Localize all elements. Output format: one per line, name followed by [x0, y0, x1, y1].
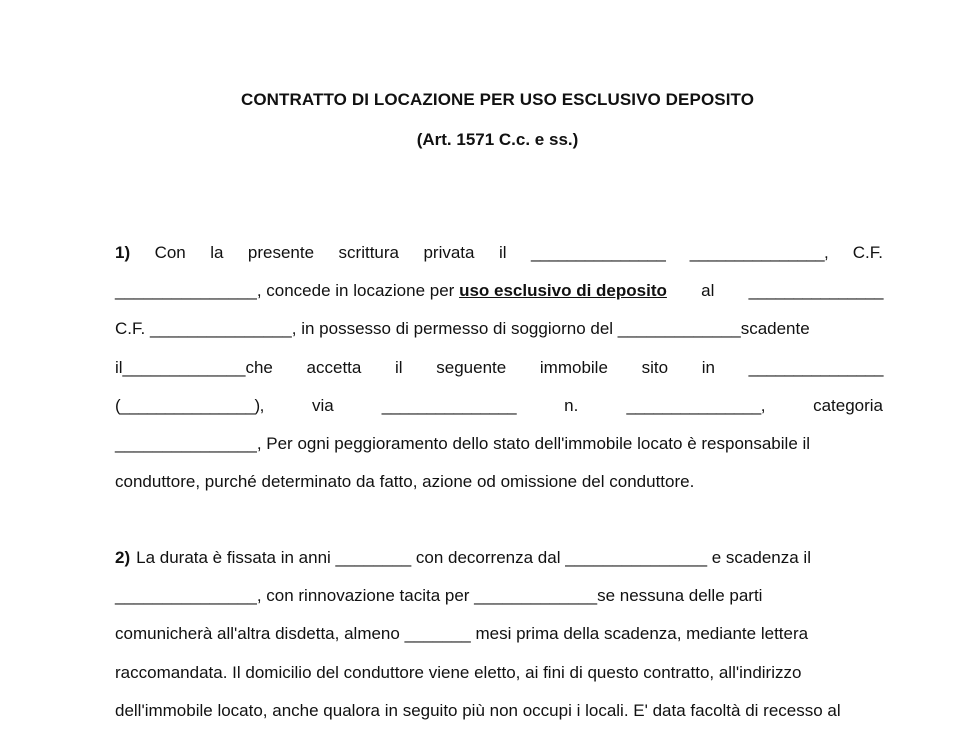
text-word: il — [498, 243, 507, 262]
clause-1-line-2 — [115, 272, 883, 310]
blank-field: _______________ — [530, 243, 666, 262]
text-line: raccomandata. Il domicilio del conduttore viene eletto, ai fini di questo contratto, all'indirizzo — [115, 662, 802, 682]
text-word: C.F. — [852, 243, 883, 262]
text-word: via — [311, 395, 334, 415]
text-word: al — [701, 281, 715, 301]
text-line: _______________, Per ogni peggioramento dello stato dell'immobile locato è responsabile il — [115, 433, 811, 453]
clause-1-line-3 — [115, 310, 883, 348]
blank-field: _______________, — [626, 395, 765, 415]
text-word: privata — [423, 243, 475, 262]
text-word: n. — [564, 395, 579, 415]
clause-number: 1) — [115, 243, 131, 262]
clause-1 — [115, 234, 883, 501]
clause-2-line-2 — [115, 577, 883, 615]
text-word: in — [701, 357, 715, 377]
clause-2-line-1 — [115, 539, 883, 577]
text-run: _______________, concede in locazione per — [115, 281, 460, 301]
blank-field: _______________, — [689, 243, 829, 262]
document-subtitle: (Art. 1571 C.c. e ss.) — [416, 130, 579, 149]
text-line: C.F. _______________, in possesso di permesso di soggiorno del _____________scadente — [115, 319, 810, 339]
clause-2-line-3 — [115, 615, 883, 653]
blank-field: _______________ — [381, 395, 517, 415]
text-word: seguente — [436, 357, 507, 377]
clause-1-line-4 — [115, 349, 883, 387]
text-word: scrittura — [338, 243, 399, 262]
text-segment — [115, 272, 667, 310]
text-word: immobile — [539, 357, 608, 377]
clause-2-line-5 — [115, 692, 883, 730]
text-line: La durata è fissata in anni ________ con decorrenza dal _______________ e scadenza il — [136, 548, 811, 567]
highlighted-term: uso esclusivo di deposito — [459, 281, 667, 301]
clause-1-line-5 — [115, 387, 883, 425]
text-word: presente — [247, 243, 315, 262]
clause-2-line-4 — [115, 654, 883, 692]
text-word: Con — [154, 243, 186, 262]
text-word: sito — [641, 357, 669, 377]
text-line: _______________, con rinnovazione tacita per _____________se nessuna delle parti — [115, 586, 763, 606]
document-title: CONTRATTO DI LOCAZIONE PER USO ESCLUSIVO DEPOSITO — [240, 90, 755, 109]
text-word: categoria — [813, 395, 883, 415]
clause-number: 2) — [115, 548, 131, 567]
text-line: conduttore, purché determinato da fatto, azione od omissione del conduttore. — [115, 472, 695, 492]
text-word: la — [210, 243, 224, 262]
clause-1-line-7 — [115, 463, 883, 501]
text-line: comunicherà all'altra disdetta, almeno _______ mesi prima della scadenza, mediante lettera — [115, 624, 809, 644]
text-word: il_____________che — [115, 357, 273, 377]
blank-field: _______________ — [748, 281, 883, 301]
text-word: accetta — [306, 357, 362, 377]
clause-1-line-6 — [115, 425, 883, 463]
blank-field: (_______________), — [115, 395, 264, 415]
text-word: il — [395, 357, 403, 377]
clause-2 — [115, 539, 883, 730]
text-line: dell'immobile locato, anche qualora in seguito più non occupi i locali. E' data facoltà di recesso al — [115, 700, 841, 720]
clause-1-line-1 — [115, 234, 883, 272]
blank-field: _______________ — [748, 357, 883, 377]
